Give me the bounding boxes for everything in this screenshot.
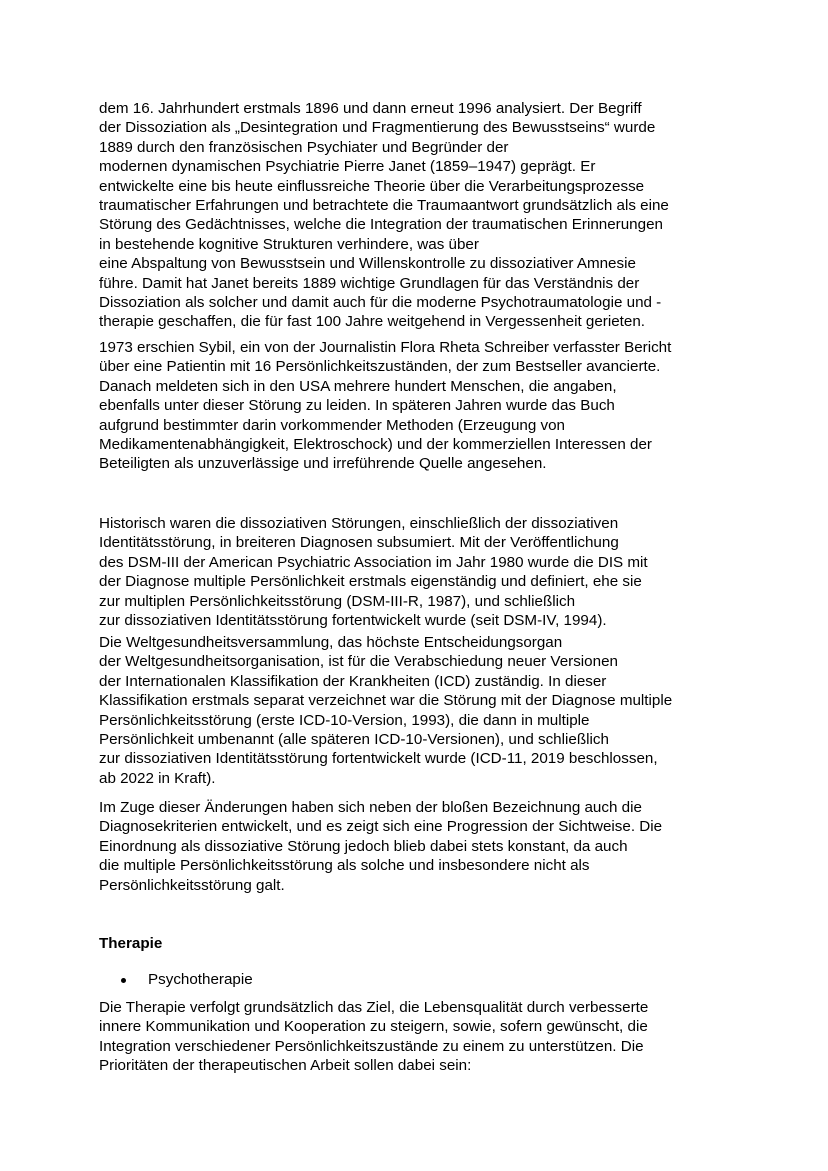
text-line: Störung des Gedächtnisses, welche die Integration der traumatischen Erinnerungen <box>99 216 663 234</box>
text-line: führe. Damit hat Janet bereits 1889 wichtige Grundlagen für das Verständnis der <box>99 274 640 292</box>
text-line: ebenfalls unter dieser Störung zu leiden. In späteren Jahren wurde das Buch <box>99 397 615 415</box>
text-line: Historisch waren die dissoziativen Störungen, einschließlich der dissoziativen <box>99 515 619 532</box>
text-line: therapie geschaffen, die für fast 100 Jahre weitgehend in Vergessenheit gerieten. <box>99 313 646 331</box>
text-line: der Diagnose multiple Persönlichkeit erstmals eigenständig und definiert, ehe sie <box>99 573 642 591</box>
text-line: Medikamentenabhängigkeit, Elektroschock) und der kommerziellen Interessen der <box>99 435 652 453</box>
text-line: Persönlichkeitsstörung (erste ICD-10-Version, 1993), die dann in multiple <box>99 711 590 729</box>
text-line: innere Kommunikation und Kooperation zu steigern, sowie, sofern gewünscht, die <box>99 1018 648 1036</box>
text-line: Beteiligten als unzuverlässige und irreführende Quelle angesehen. <box>99 455 547 473</box>
text-line: zur dissoziativen Identitätsstörung fortentwickelt wurde (seit DSM-IV, 1994). <box>99 611 607 629</box>
text-line: modernen dynamischen Psychiatrie Pierre Janet (1859–1947) geprägt. Er <box>99 158 596 176</box>
section-heading: Therapie <box>99 935 163 952</box>
bullet-icon <box>121 978 126 983</box>
text-line: zur dissoziativen Identitätsstörung fortentwickelt wurde (ICD-11, 2019 beschlossen, <box>99 750 658 768</box>
text-line: der Weltgesundheitsorganisation, ist für die Verabschiedung neuer Versionen <box>99 653 618 671</box>
text-line: 1889 durch den französischen Psychiater und Begründer der <box>99 138 509 156</box>
text-line: 1973 erschien Sybil, ein von der Journalistin Flora Rheta Schreiber verfasster Bericht <box>99 339 672 356</box>
text-line: die multiple Persönlichkeitsstörung als solche und insbesondere nicht als <box>99 857 590 875</box>
text-line: eine Abspaltung von Bewusstsein und Willenskontrolle zu dissoziativer Amnesie <box>99 255 636 273</box>
text-line: Danach meldeten sich in den USA mehrere hundert Menschen, die angaben, <box>99 377 617 395</box>
text-line: Die Therapie verfolgt grundsätzlich das Ziel, die Lebensqualität durch verbesserte <box>99 999 649 1016</box>
text-line: Identitätsstörung, in breiteren Diagnosen subsumiert. Mit der Veröffentlichung <box>99 534 619 552</box>
text-line: Prioritäten der therapeutischen Arbeit sollen dabei sein: <box>99 1057 472 1075</box>
text-line: Persönlichkeit umbenannt (alle späteren ICD-10-Versionen), und schließlich <box>99 730 609 748</box>
paragraph-dsm-history <box>99 514 739 630</box>
text-line: dem 16. Jahrhundert erstmals 1896 und dann erneut 1996 analysiert. Der Begriff <box>99 100 642 117</box>
paragraph-therapy <box>99 998 739 1076</box>
text-line: Diagnosekriterien entwickelt, und es zeigt sich eine Progression der Sichtweise. Die <box>99 818 663 836</box>
text-line: Einordnung als dissoziative Störung jedoch blieb dabei stets konstant, da auch <box>99 837 628 855</box>
text-line: über eine Patientin mit 16 Persönlichkeitszuständen, der zum Bestseller avancierte. <box>99 358 661 376</box>
text-line: zur multiplen Persönlichkeitsstörung (DSM-III-R, 1987), und schließlich <box>99 592 576 610</box>
text-line: Integration verschiedener Persönlichkeitszustände zu einem zu unterstützen. Die <box>99 1037 644 1055</box>
text-line: ab 2022 in Kraft). <box>99 769 216 787</box>
text-line: entwickelte eine bis heute einflussreiche Theorie über die Verarbeitungsprozesse <box>99 177 645 195</box>
text-line: aufgrund bestimmter darin vorkommender Methoden (Erzeugung von <box>99 416 565 434</box>
paragraph-janet-history <box>99 99 739 332</box>
text-line: traumatischer Erfahrungen und betrachtete die Traumaantwort grundsätzlich als eine <box>99 196 669 214</box>
text-line: in bestehende kognitive Strukturen verhindere, was über <box>99 235 479 253</box>
text-line: Im Zuge dieser Änderungen haben sich neben der bloßen Bezeichnung auch die <box>99 799 642 816</box>
paragraph-icd-history <box>99 633 739 788</box>
text-line: des DSM-III der American Psychiatric Association im Jahr 1980 wurde die DIS mit <box>99 553 648 571</box>
paragraph-changes <box>99 798 739 895</box>
text-line: der Internationalen Klassifikation der Krankheiten (ICD) zuständig. In dieser <box>99 672 607 690</box>
text-line: Persönlichkeitsstörung galt. <box>99 876 285 894</box>
text-line: Die Weltgesundheitsversammlung, das höchste Entscheidungsorgan <box>99 634 563 651</box>
text-line: Klassifikation erstmals separat verzeichnet war die Störung mit der Diagnose multiple <box>99 692 673 710</box>
paragraph-sybil <box>99 338 739 474</box>
text-line: Dissoziation als solcher und damit auch für die moderne Psychotraumatologie und - <box>99 293 662 311</box>
bullet-text: Psychotherapie <box>148 971 253 988</box>
text-line: der Dissoziation als „Desintegration und Fragmentierung des Bewusstseins“ wurde <box>99 119 656 137</box>
